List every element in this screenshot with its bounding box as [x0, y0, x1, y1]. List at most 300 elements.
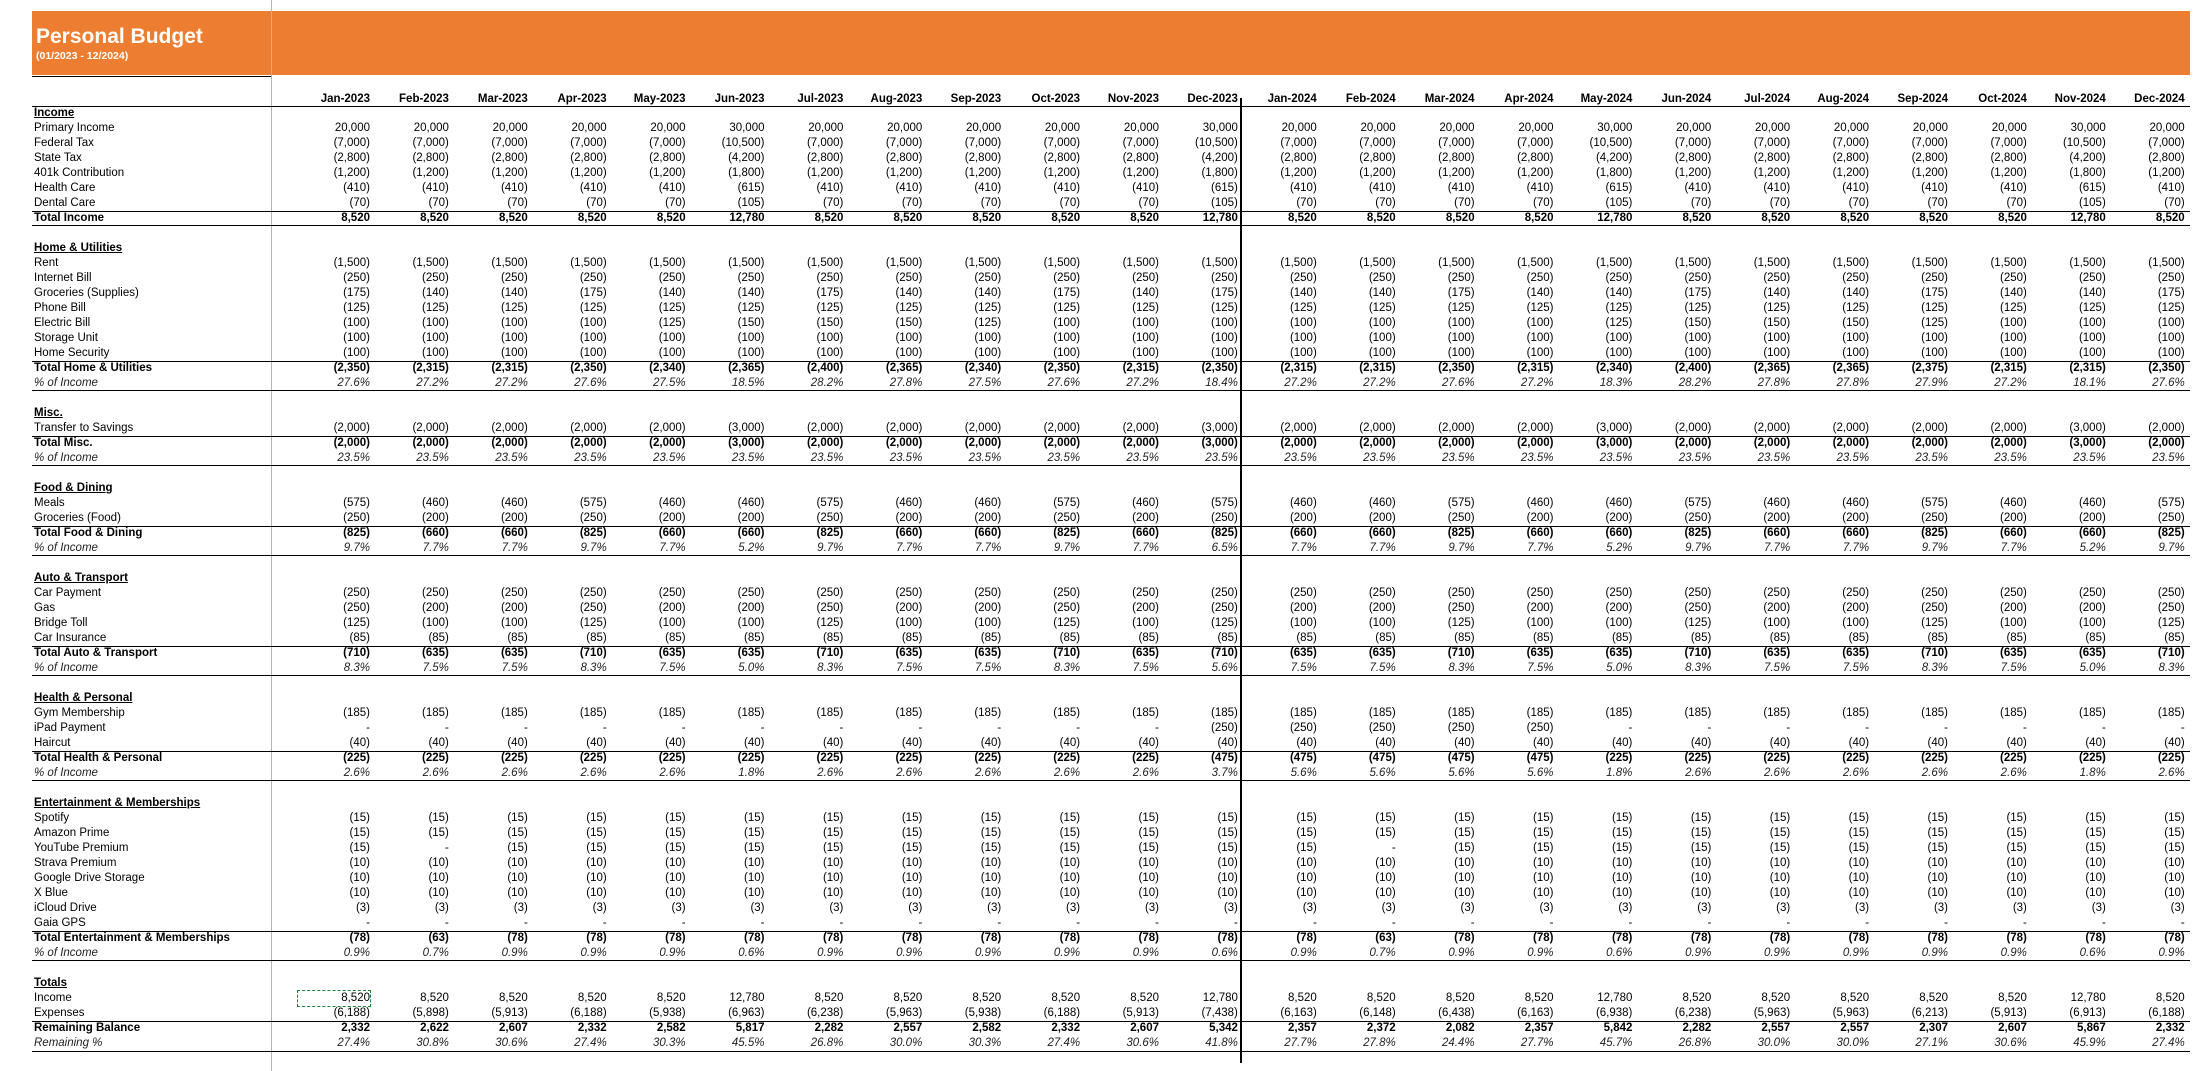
table-cell[interactable]: (100): [422, 617, 449, 629]
table-cell[interactable]: 0.6%: [1211, 947, 1238, 959]
table-cell[interactable]: (100): [343, 317, 370, 329]
table-cell[interactable]: (3): [671, 902, 686, 914]
table-cell[interactable]: 27.8%: [889, 377, 923, 389]
table-cell[interactable]: (250): [343, 602, 370, 614]
table-cell[interactable]: (3): [1066, 902, 1081, 914]
table-cell[interactable]: 8,520: [893, 992, 923, 1004]
table-cell[interactable]: 8,520: [341, 212, 370, 224]
table-cell[interactable]: (225): [1842, 752, 1870, 764]
table-cell[interactable]: (15): [1848, 812, 1870, 824]
table-cell[interactable]: -: [523, 917, 528, 929]
table-cell[interactable]: (2,800): [570, 152, 607, 164]
column-header-may-2023[interactable]: May-2023: [633, 93, 686, 105]
table-cell[interactable]: 2.6%: [343, 767, 370, 779]
table-cell[interactable]: (15): [1296, 827, 1317, 839]
table-cell[interactable]: 5.0%: [2079, 662, 2106, 674]
table-cell[interactable]: 27.2%: [1284, 377, 1317, 389]
table-cell[interactable]: 8,520: [1682, 212, 1712, 224]
table-cell[interactable]: (3,000): [1595, 422, 1633, 434]
table-cell[interactable]: 27.1%: [1915, 1037, 1948, 1049]
table-cell[interactable]: (2,000): [1122, 437, 1159, 449]
table-cell[interactable]: (575): [1053, 497, 1081, 509]
table-cell[interactable]: 23.5%: [337, 452, 370, 464]
table-cell[interactable]: (85): [1454, 632, 1475, 644]
row-label[interactable]: Primary Income: [34, 122, 115, 134]
column-header-mar-2024[interactable]: Mar-2024: [1424, 93, 1475, 105]
column-header-mar-2023[interactable]: Mar-2023: [477, 93, 528, 105]
table-cell[interactable]: (250): [1921, 602, 1948, 614]
table-cell[interactable]: (85): [1769, 632, 1791, 644]
table-cell[interactable]: (635): [1526, 647, 1554, 659]
table-cell[interactable]: (200): [1526, 512, 1554, 524]
table-cell[interactable]: (185): [1921, 707, 1948, 719]
table-cell[interactable]: (2,315): [1280, 362, 1317, 374]
table-cell[interactable]: (10): [507, 872, 528, 884]
table-cell[interactable]: 30.6%: [1126, 1037, 1159, 1049]
table-cell[interactable]: (660): [422, 527, 449, 539]
table-cell[interactable]: (460): [737, 497, 765, 509]
table-cell[interactable]: (125): [1921, 617, 1948, 629]
table-cell[interactable]: (4,200): [1201, 152, 1238, 164]
table-cell[interactable]: 23.5%: [652, 452, 686, 464]
row-label[interactable]: Storage Unit: [34, 332, 98, 344]
table-cell[interactable]: -: [2180, 917, 2185, 929]
table-cell[interactable]: (140): [737, 287, 765, 299]
table-cell[interactable]: (10): [1769, 857, 1791, 869]
table-cell[interactable]: (100): [1211, 347, 1238, 359]
table-cell[interactable]: (575): [1211, 497, 1238, 509]
table-cell[interactable]: (410): [1684, 182, 1712, 194]
table-cell[interactable]: 2,607: [1998, 1022, 2027, 1034]
row-label[interactable]: Haircut: [34, 737, 71, 749]
table-cell[interactable]: (3): [2012, 902, 2027, 914]
table-cell[interactable]: 8,520: [420, 212, 449, 224]
table-cell[interactable]: 20,000: [1439, 122, 1475, 134]
table-cell[interactable]: (100): [737, 617, 765, 629]
table-cell[interactable]: (2,375): [1911, 362, 1948, 374]
table-cell[interactable]: (15): [507, 827, 528, 839]
table-cell[interactable]: 23.5%: [1757, 452, 1791, 464]
table-cell[interactable]: (85): [1059, 632, 1081, 644]
table-cell[interactable]: (140): [500, 287, 528, 299]
table-cell[interactable]: 27.4%: [574, 1037, 607, 1049]
table-cell[interactable]: 0.7%: [422, 947, 449, 959]
table-cell[interactable]: (2,000): [1753, 422, 1791, 434]
table-cell[interactable]: (10): [1611, 887, 1633, 899]
table-cell[interactable]: (710): [1053, 647, 1081, 659]
table-cell[interactable]: (660): [1132, 527, 1159, 539]
table-cell[interactable]: (825): [579, 527, 607, 539]
table-cell[interactable]: (105): [1211, 197, 1238, 209]
table-cell[interactable]: (3): [1460, 902, 1475, 914]
table-cell[interactable]: (225): [895, 752, 923, 764]
table-cell[interactable]: (40): [1533, 737, 1554, 749]
table-cell[interactable]: (2,350): [570, 362, 607, 374]
table-cell[interactable]: 7.7%: [1763, 542, 1791, 554]
table-cell[interactable]: 23.5%: [2073, 452, 2106, 464]
table-cell[interactable]: (7,000): [1674, 137, 1712, 149]
table-cell[interactable]: (250): [500, 272, 528, 284]
table-cell[interactable]: (575): [1447, 497, 1475, 509]
table-cell[interactable]: (15): [2164, 842, 2185, 854]
table-cell[interactable]: (15): [822, 842, 844, 854]
table-cell[interactable]: 18.3%: [1599, 377, 1633, 389]
table-cell[interactable]: 2.6%: [2158, 767, 2185, 779]
table-cell[interactable]: (615): [737, 182, 765, 194]
table-cell[interactable]: (7,000): [1043, 137, 1081, 149]
table-cell[interactable]: (185): [343, 707, 370, 719]
table-cell[interactable]: (2,800): [649, 152, 686, 164]
table-cell[interactable]: (70): [1769, 197, 1791, 209]
table-cell[interactable]: (175): [1921, 287, 1948, 299]
table-cell[interactable]: (1,500): [649, 257, 686, 269]
table-cell[interactable]: (200): [737, 602, 765, 614]
table-cell[interactable]: (40): [428, 737, 449, 749]
table-cell[interactable]: 7.7%: [501, 542, 528, 554]
table-cell[interactable]: (10): [1848, 872, 1870, 884]
table-cell[interactable]: 27.5%: [968, 377, 1002, 389]
table-cell[interactable]: 7.7%: [2000, 542, 2027, 554]
table-cell[interactable]: (15): [1059, 827, 1081, 839]
table-cell[interactable]: 20,000: [1912, 122, 1948, 134]
table-cell[interactable]: (125): [2157, 302, 2185, 314]
table-cell[interactable]: (175): [1447, 287, 1475, 299]
table-cell[interactable]: 8.3%: [817, 662, 844, 674]
table-cell[interactable]: 2,607: [1130, 1022, 1159, 1034]
table-cell[interactable]: 20,000: [1833, 122, 1870, 134]
table-cell[interactable]: (15): [507, 812, 528, 824]
table-cell[interactable]: (2,000): [1517, 422, 1554, 434]
table-cell[interactable]: (175): [1211, 287, 1238, 299]
table-cell[interactable]: (85): [1217, 632, 1238, 644]
table-cell[interactable]: -: [1786, 917, 1791, 929]
table-cell[interactable]: (2,000): [412, 437, 449, 449]
table-cell[interactable]: (460): [658, 497, 686, 509]
table-cell[interactable]: -: [1549, 917, 1554, 929]
table-cell[interactable]: (6,188): [1043, 1007, 1081, 1019]
table-cell[interactable]: (2,350): [1201, 362, 1238, 374]
table-cell[interactable]: -: [1391, 917, 1396, 929]
table-cell[interactable]: (200): [1289, 512, 1317, 524]
table-cell[interactable]: (100): [1132, 347, 1159, 359]
row-label[interactable]: 401k Contribution: [34, 167, 125, 179]
table-cell[interactable]: -: [681, 917, 686, 929]
table-cell[interactable]: (100): [2078, 617, 2106, 629]
table-cell[interactable]: (2,400): [1674, 362, 1712, 374]
table-cell[interactable]: (710): [1447, 647, 1475, 659]
table-cell[interactable]: (225): [343, 752, 370, 764]
table-cell[interactable]: (3): [592, 902, 607, 914]
table-cell[interactable]: (2,000): [1122, 422, 1159, 434]
table-cell[interactable]: 0.7%: [1369, 947, 1396, 959]
table-cell[interactable]: (10): [1454, 857, 1475, 869]
column-header-apr-2023[interactable]: Apr-2023: [557, 93, 607, 105]
table-cell[interactable]: (225): [1684, 752, 1712, 764]
table-cell[interactable]: (2,800): [412, 152, 449, 164]
table-cell[interactable]: 27.6%: [1047, 377, 1081, 389]
table-cell[interactable]: (40): [1217, 737, 1238, 749]
table-cell[interactable]: 23.5%: [1836, 452, 1870, 464]
table-cell[interactable]: 5.6%: [1211, 662, 1238, 674]
table-cell[interactable]: (2,000): [1359, 422, 1396, 434]
table-cell[interactable]: (10): [1296, 857, 1317, 869]
table-cell[interactable]: (2,000): [1517, 437, 1554, 449]
table-cell[interactable]: (1,500): [2148, 257, 2185, 269]
table-cell[interactable]: (2,000): [1911, 437, 1948, 449]
table-cell[interactable]: (10): [507, 857, 528, 869]
table-cell[interactable]: -: [366, 917, 370, 929]
table-cell[interactable]: 12,780: [1597, 212, 1633, 224]
table-cell[interactable]: (10): [586, 872, 607, 884]
table-cell[interactable]: (410): [1289, 182, 1317, 194]
table-cell[interactable]: 23.5%: [968, 452, 1002, 464]
table-cell[interactable]: (40): [586, 737, 607, 749]
table-cell[interactable]: 5.6%: [1369, 767, 1396, 779]
table-cell[interactable]: (175): [816, 287, 844, 299]
table-cell[interactable]: (200): [737, 512, 765, 524]
table-cell[interactable]: (85): [428, 632, 449, 644]
table-cell[interactable]: (575): [1684, 497, 1712, 509]
table-cell[interactable]: 2,282: [814, 1022, 844, 1034]
table-cell[interactable]: 2,372: [1366, 1022, 1396, 1034]
table-cell[interactable]: (10): [980, 887, 1002, 899]
table-cell[interactable]: 8,520: [1919, 212, 1948, 224]
table-cell[interactable]: (78): [980, 932, 1002, 944]
table-cell[interactable]: -: [1470, 917, 1475, 929]
table-cell[interactable]: (410): [1368, 182, 1396, 194]
table-cell[interactable]: 8,520: [1998, 212, 2027, 224]
row-label[interactable]: Groceries (Food): [34, 512, 121, 524]
table-cell[interactable]: (250): [1211, 722, 1238, 734]
table-cell[interactable]: (125): [500, 302, 528, 314]
table-cell[interactable]: (10): [2164, 872, 2185, 884]
table-cell[interactable]: (15): [822, 812, 844, 824]
table-cell[interactable]: (7,000): [1753, 137, 1791, 149]
table-cell[interactable]: (1,200): [806, 167, 844, 179]
table-cell[interactable]: (250): [895, 272, 923, 284]
table-cell[interactable]: (70): [2164, 197, 2185, 209]
table-cell[interactable]: 7.5%: [896, 662, 923, 674]
table-cell[interactable]: (100): [1842, 332, 1870, 344]
section-title[interactable]: Auto & Transport: [34, 572, 128, 584]
table-cell[interactable]: (225): [1053, 752, 1081, 764]
row-label[interactable]: Spotify: [34, 812, 70, 824]
table-cell[interactable]: (15): [1296, 842, 1317, 854]
table-cell[interactable]: 8,520: [1366, 212, 1396, 224]
table-cell[interactable]: (125): [1605, 317, 1633, 329]
row-label[interactable]: Health Care: [34, 182, 96, 194]
table-cell[interactable]: (225): [1921, 752, 1948, 764]
table-cell[interactable]: (460): [1605, 497, 1633, 509]
table-cell[interactable]: (125): [658, 317, 686, 329]
table-cell[interactable]: (10): [1690, 857, 1712, 869]
table-cell[interactable]: (40): [1454, 737, 1475, 749]
table-cell[interactable]: (4,200): [2069, 152, 2106, 164]
table-cell[interactable]: -: [445, 917, 449, 929]
row-label[interactable]: YouTube Premium: [34, 842, 129, 854]
section-title[interactable]: Health & Personal: [34, 692, 133, 704]
column-header-sep-2024[interactable]: Sep-2024: [1897, 93, 1948, 105]
table-cell[interactable]: (2,000): [1280, 437, 1317, 449]
table-cell[interactable]: (660): [737, 527, 765, 539]
table-cell[interactable]: (2,000): [885, 422, 923, 434]
table-cell[interactable]: (1,200): [491, 167, 528, 179]
table-cell[interactable]: (200): [1763, 512, 1791, 524]
table-cell[interactable]: (78): [2006, 932, 2027, 944]
row-label[interactable]: % of Income: [34, 947, 98, 959]
table-cell[interactable]: (150): [1763, 317, 1791, 329]
table-cell[interactable]: (10): [1690, 872, 1712, 884]
table-cell[interactable]: 20,000: [492, 122, 528, 134]
table-cell[interactable]: (100): [2078, 317, 2106, 329]
table-cell[interactable]: (575): [579, 497, 607, 509]
table-cell[interactable]: (3): [1618, 902, 1633, 914]
table-cell[interactable]: (15): [822, 827, 844, 839]
table-cell[interactable]: (70): [1059, 197, 1081, 209]
table-cell[interactable]: (175): [2157, 287, 2185, 299]
table-cell[interactable]: (4,200): [1595, 152, 1633, 164]
table-cell[interactable]: (185): [974, 707, 1002, 719]
table-cell[interactable]: (105): [1605, 197, 1633, 209]
table-cell[interactable]: (575): [1921, 497, 1948, 509]
table-cell[interactable]: (78): [1217, 932, 1238, 944]
table-cell[interactable]: (15): [2006, 842, 2027, 854]
table-cell[interactable]: (100): [737, 332, 765, 344]
table-cell[interactable]: (660): [1763, 527, 1791, 539]
table-cell[interactable]: (70): [901, 197, 923, 209]
table-cell[interactable]: (225): [1605, 752, 1633, 764]
table-cell[interactable]: (410): [1842, 182, 1870, 194]
table-cell[interactable]: 6.5%: [1211, 542, 1238, 554]
table-cell[interactable]: 2.6%: [974, 767, 1002, 779]
table-cell[interactable]: (7,000): [1517, 137, 1554, 149]
table-cell[interactable]: (10): [1454, 887, 1475, 899]
table-cell[interactable]: (1,500): [1595, 257, 1633, 269]
table-cell[interactable]: (2,400): [806, 362, 844, 374]
table-cell[interactable]: (125): [974, 302, 1002, 314]
table-cell[interactable]: 8,520: [1130, 212, 1159, 224]
table-cell[interactable]: 9.7%: [1053, 542, 1081, 554]
row-label[interactable]: Gaia GPS: [34, 917, 86, 929]
table-cell[interactable]: (7,000): [1122, 137, 1159, 149]
table-cell[interactable]: (105): [2078, 197, 2106, 209]
table-cell[interactable]: 5.6%: [1527, 767, 1554, 779]
table-cell[interactable]: (70): [1848, 197, 1870, 209]
table-cell[interactable]: 5.0%: [738, 662, 765, 674]
row-label[interactable]: Phone Bill: [34, 302, 86, 314]
row-label[interactable]: Car Payment: [34, 587, 102, 599]
table-cell[interactable]: (150): [737, 317, 765, 329]
table-cell[interactable]: (10): [744, 887, 765, 899]
table-cell[interactable]: (100): [1289, 617, 1317, 629]
table-cell[interactable]: 8,520: [420, 992, 449, 1004]
table-cell[interactable]: (15): [2085, 827, 2106, 839]
table-cell[interactable]: (10): [1375, 857, 1396, 869]
table-cell[interactable]: (10): [2006, 887, 2027, 899]
table-cell[interactable]: 8,520: [1288, 212, 1317, 224]
table-cell[interactable]: (2,000): [1990, 437, 2027, 449]
table-cell[interactable]: -: [1707, 722, 1712, 734]
table-cell[interactable]: (2,000): [333, 437, 370, 449]
table-cell[interactable]: (185): [2157, 707, 2185, 719]
table-cell[interactable]: (125): [1053, 617, 1081, 629]
table-cell[interactable]: 23.5%: [1994, 452, 2027, 464]
table-cell[interactable]: (1,500): [491, 257, 528, 269]
table-cell[interactable]: (125): [1526, 302, 1554, 314]
table-cell[interactable]: (825): [343, 527, 370, 539]
table-cell[interactable]: 28.2%: [810, 377, 844, 389]
table-cell[interactable]: 2,607: [499, 1022, 528, 1034]
table-cell[interactable]: (825): [1447, 527, 1475, 539]
table-cell[interactable]: (140): [974, 287, 1002, 299]
table-cell[interactable]: 20,000: [1123, 122, 1159, 134]
table-cell[interactable]: 8,520: [1445, 992, 1475, 1004]
table-cell[interactable]: (100): [1132, 317, 1159, 329]
table-cell[interactable]: (410): [1526, 182, 1554, 194]
table-cell[interactable]: (2,000): [885, 437, 923, 449]
table-cell[interactable]: (150): [816, 317, 844, 329]
table-cell[interactable]: (100): [1132, 332, 1159, 344]
table-cell[interactable]: (2,000): [491, 422, 528, 434]
table-cell[interactable]: (250): [579, 272, 607, 284]
table-cell[interactable]: (100): [1763, 332, 1791, 344]
table-cell[interactable]: -: [918, 917, 923, 929]
table-cell[interactable]: (5,898): [412, 1007, 449, 1019]
row-label[interactable]: % of Income: [34, 662, 98, 674]
table-cell[interactable]: (125): [1447, 617, 1475, 629]
table-cell[interactable]: 30.0%: [889, 1037, 923, 1049]
table-cell[interactable]: 7.7%: [1132, 542, 1159, 554]
table-cell[interactable]: (10): [507, 887, 528, 899]
table-cell[interactable]: 2.6%: [422, 767, 449, 779]
table-cell[interactable]: (2,000): [1280, 422, 1317, 434]
table-cell[interactable]: 1.8%: [1606, 767, 1633, 779]
table-cell[interactable]: (1,500): [1674, 257, 1712, 269]
table-cell[interactable]: (78): [1296, 932, 1317, 944]
table-cell[interactable]: (10): [1138, 887, 1159, 899]
table-cell[interactable]: 7.7%: [1842, 542, 1870, 554]
table-cell[interactable]: (2,000): [2148, 437, 2185, 449]
table-cell[interactable]: (100): [1763, 347, 1791, 359]
table-cell[interactable]: 23.5%: [574, 452, 607, 464]
table-cell[interactable]: (100): [1763, 617, 1791, 629]
table-cell[interactable]: 9.7%: [580, 542, 607, 554]
table-cell[interactable]: (250): [1842, 272, 1870, 284]
row-label[interactable]: Gas: [34, 602, 56, 614]
table-cell[interactable]: 0.9%: [1448, 947, 1475, 959]
table-cell[interactable]: (460): [500, 497, 528, 509]
table-cell[interactable]: (575): [816, 497, 844, 509]
row-label[interactable]: Internet Bill: [34, 272, 92, 284]
table-cell[interactable]: (250): [2157, 587, 2185, 599]
table-cell[interactable]: (250): [343, 587, 370, 599]
table-cell[interactable]: 0.9%: [580, 947, 607, 959]
table-cell[interactable]: (10): [428, 857, 449, 869]
row-label[interactable]: Strava Premium: [34, 857, 117, 869]
table-cell[interactable]: -: [1865, 917, 1870, 929]
table-cell[interactable]: (710): [2157, 647, 2185, 659]
table-cell[interactable]: (10): [1927, 887, 1948, 899]
table-cell[interactable]: (15): [901, 827, 923, 839]
table-cell[interactable]: 7.7%: [896, 542, 923, 554]
table-cell[interactable]: -: [1391, 842, 1396, 854]
table-cell[interactable]: (85): [2085, 632, 2106, 644]
table-cell[interactable]: (250): [1211, 512, 1238, 524]
table-cell[interactable]: -: [445, 722, 449, 734]
table-cell[interactable]: (15): [1454, 842, 1475, 854]
table-cell[interactable]: 7.5%: [974, 662, 1002, 674]
table-cell[interactable]: (78): [1454, 932, 1475, 944]
